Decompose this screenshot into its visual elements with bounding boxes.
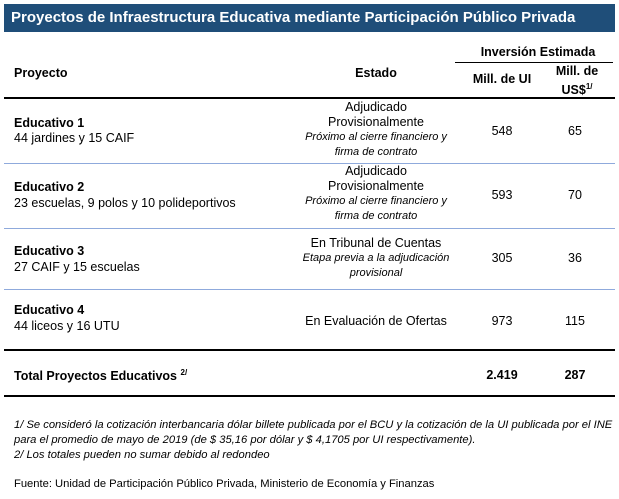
row-project-detail: 44 jardines y 15 CAIF [14,131,135,145]
row-project-name: Educativo 1 [14,116,85,130]
row-ui-value: 548 [491,124,513,138]
header-usd [545,64,609,98]
total-label-text: Total Proyectos Educativos [14,369,178,384]
header-usd-sup: 1/ [585,82,593,91]
row-status [271,164,481,224]
row-usd-value: 65 [568,124,582,138]
row-status-line1: Adjudicado [345,100,407,114]
header-ui: Mill. de UI [472,72,532,86]
footnote-1-line2: para el promedio de mayo de 2019 (de $ 35,16 por dólar y $ 4,1705 por UI respectivamente). [14,434,476,446]
table-title: Proyectos de Infraestructura Educativa mediante Participación Público Privada [4,4,615,32]
row-status-line2: Provisionalmente [328,179,424,193]
row-usd-value: 115 [565,314,585,328]
row-ui-value: 593 [491,188,513,202]
row-project-detail: 23 escuelas, 9 polos y 10 polideportivos [14,196,236,210]
row-project-detail: 44 liceos y 16 UTU [14,319,120,333]
row-status-line1: En Evaluación de Ofertas [305,314,447,328]
total-rule-bottom [4,395,615,397]
header-project: Proyecto [14,66,68,80]
source-note: Fuente: Unidad de Participación Público Privada, Ministerio de Economía y Finanzas [14,478,435,490]
row-status-note2: provisional [349,267,403,279]
total-usd-value: 287 [564,368,586,382]
header-usd-line1: Mill. de [555,64,599,78]
footnote-1-line1: 1/ Se consideró la cotización interbancaria dólar billete publicada por el BCU y la cotización de la UI publicada por el INE [14,419,613,431]
row-status-note2: firma de contrato [334,210,418,222]
row-status-note1: Etapa previa a la adjudicación [302,252,450,264]
row-status [271,100,481,160]
header-status: Estado [355,66,397,80]
row-status [271,236,481,281]
row-project-name: Educativo 4 [14,303,85,317]
header-investment: Inversión Estimada [480,45,596,59]
row-project-detail: 27 CAIF y 15 escuelas [14,260,140,274]
row-ui-value: 973 [491,314,513,328]
header-usd-line2: US$ [561,83,586,98]
row-usd-value: 70 [568,188,582,202]
row-project-name: Educativo 2 [14,180,85,194]
total-label-sup: 2/ [180,368,188,377]
footnote-2: 2/ Los totales pueden no sumar debido al redondeo [14,449,270,461]
row-project-name: Educativo 3 [14,244,85,258]
total-rule-top [4,349,615,351]
header-investment-rule [455,62,613,63]
total-ui-value: 2.419 [486,368,518,382]
row-divider [4,228,615,229]
row-status-note2: firma de contrato [334,146,418,158]
total-label [14,368,187,383]
row-divider [4,289,615,290]
row-status-line2: Provisionalmente [328,115,424,129]
row-status-line1: En Tribunal de Cuentas [310,236,442,250]
header-rule [4,97,615,99]
row-status-note1: Próximo al cierre financiero y [305,131,447,143]
row-usd-value: 36 [568,251,582,265]
row-ui-value: 305 [491,251,513,265]
row-status-note1: Próximo al cierre financiero y [305,195,447,207]
row-status [271,314,481,329]
row-status-line1: Adjudicado [345,164,407,178]
